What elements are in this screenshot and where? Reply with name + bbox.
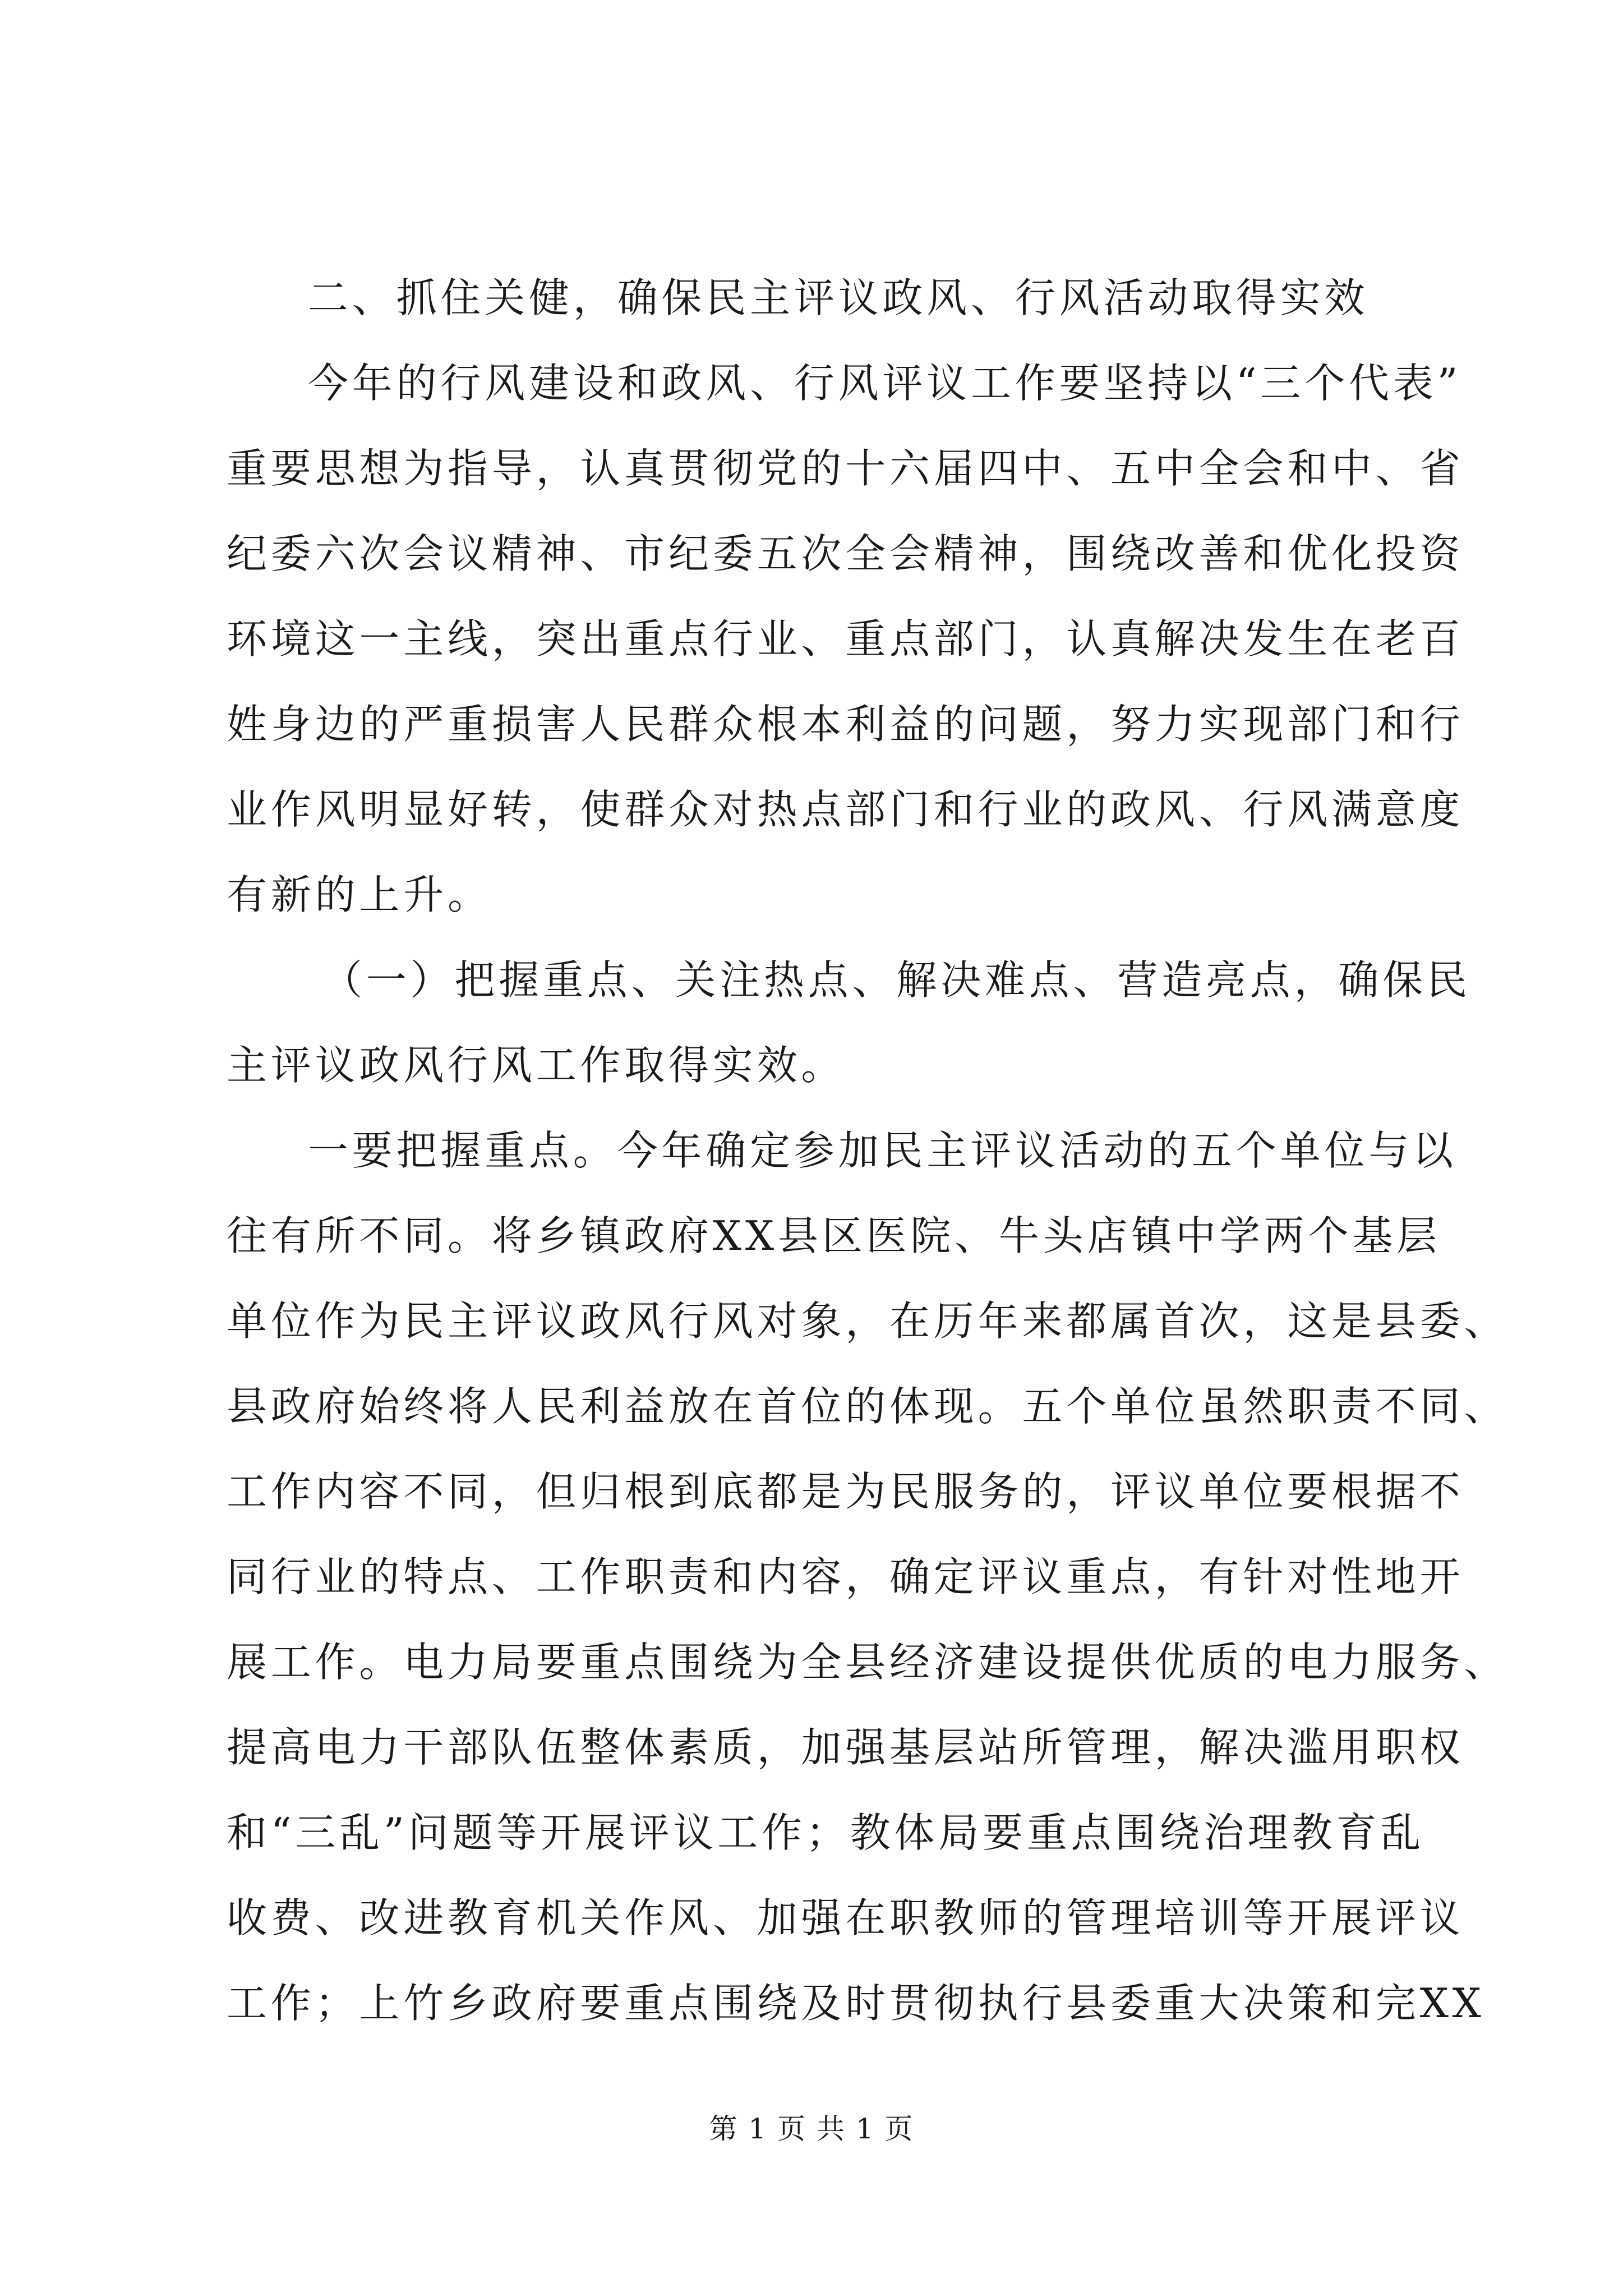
document-body xyxy=(227,255,1509,2046)
paragraph-line: 业作风明显好转，使群众对热点部门和行业的政风、行风满意度 xyxy=(227,786,1464,833)
paragraph-line: 提高电力干部队伍整体素质，加强基层站所管理，解决滥用职权 xyxy=(227,1724,1464,1771)
paragraph-line: 展工作。电力局要重点围绕为全县经济建设提供优质的电力服务、 xyxy=(227,1639,1509,1686)
section-heading: 二、抓住关健，确保民主评议政风、行风活动取得实效 xyxy=(308,274,1369,321)
paragraph-line: 环境这一主线，突出重点行业、重点部门，认真解决发生在老百 xyxy=(227,615,1464,662)
paragraph-line: 单位作为民主评议政风行风对象，在历年来都属首次，这是县委、 xyxy=(227,1297,1509,1345)
paragraph-line: 工作内容不同，但归根到底都是为民服务的，评议单位要根据不 xyxy=(227,1468,1464,1515)
paragraph-line: 今年的行风建设和政风、行风评议工作要坚持以“三个代表” xyxy=(308,360,1462,407)
paragraph-line: 往有所不同。将乡镇政府XX县区医院、牛头店镇中学两个基层 xyxy=(227,1212,1441,1259)
paragraph-line: 有新的上升。 xyxy=(227,871,492,918)
paragraph-line: 重要思想为指导，认真贯彻党的十六届四中、五中全会和中、省 xyxy=(227,445,1464,492)
paragraph-line: 姓身边的严重损害人民群众根本利益的问题，努力实现部门和行 xyxy=(227,701,1464,748)
paragraph-line: 纪委六次会议精神、市纪委五次全会精神，围绕改善和优化投资 xyxy=(227,530,1464,577)
paragraph-line: 收费、改进教育机关作风、加强在职教师的管理培训等开展评议 xyxy=(227,1894,1464,1941)
subsection-heading-cont: 主评议政风行风工作取得实效。 xyxy=(227,1042,846,1089)
page-number: 第 1 页 共 1 页 xyxy=(709,2113,914,2145)
paragraph-line: 和“三乱”问题等开展评议工作；教体局要重点围绕治理教育乱 xyxy=(227,1809,1425,1856)
paragraph-line: 同行业的特点、工作职责和内容，确定评议重点，有针对性地开 xyxy=(227,1553,1464,1600)
subsection-heading: （一）把握重点、关注热点、解决难点、营造亮点，确保民 xyxy=(322,956,1471,1004)
paragraph-line: 工作；上竹乡政府要重点围绕及时贯彻执行县委重大决策和完XX xyxy=(227,1980,1485,2027)
page-footer xyxy=(0,2109,1623,2148)
paragraph-line: 一要把握重点。今年确定参加民主评议活动的五个单位与以 xyxy=(308,1127,1457,1174)
paragraph-line: 县政府始终将人民利益放在首位的体现。五个单位虽然职责不同、 xyxy=(227,1383,1509,1430)
